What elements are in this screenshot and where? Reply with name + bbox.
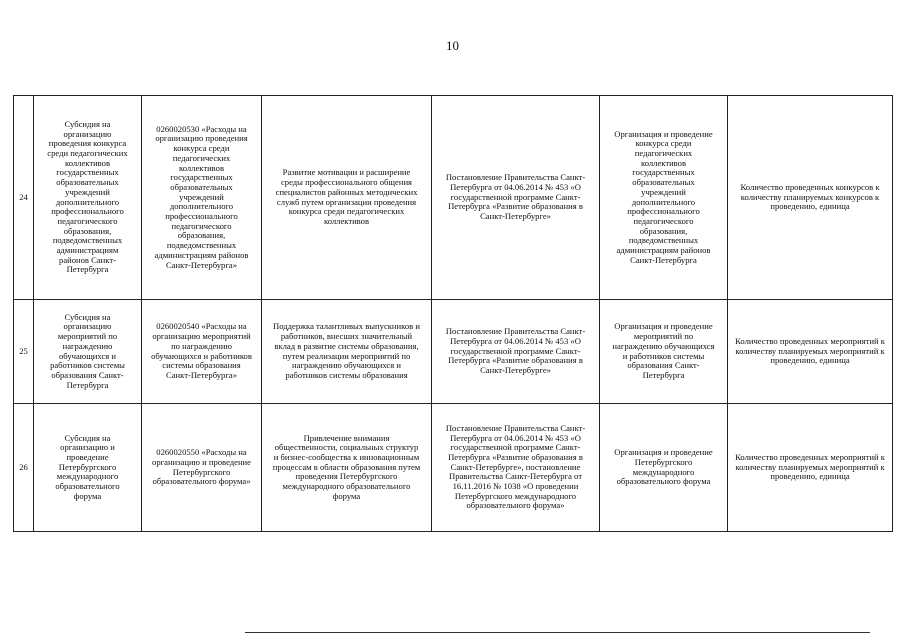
- legal-basis-cell: Постановление Правительства Санкт-Петербурга от 04.06.2014 № 453 «О государственной программе Санкт-Петербурга «Развитие образования в Санкт-Петербурге»: [432, 300, 600, 404]
- row-number: 25: [14, 300, 34, 404]
- row-number: 26: [14, 404, 34, 532]
- result-cell: Организация и проведение конкурса среди педагогических коллективов государственных образовательных учреждений дополнительного профессионального педагогического образования, подведомственных администрациям районов Санкт-Петербурга: [600, 96, 728, 300]
- legal-basis-cell: Постановление Правительства Санкт-Петербурга от 04.06.2014 № 453 «О государственной программе Санкт-Петербурга «Развитие образования в Санкт-Петербурге», постановление Правительства Санкт-Петербурга от 16.11.2016 № 1038 «О проведении Петербургского международного образовательного форума»: [432, 404, 600, 532]
- page-bottom-rule: [245, 632, 870, 633]
- indicator-cell: Количество проведенных мероприятий к количеству планируемых мероприятий к проведению, единица: [728, 300, 893, 404]
- table-row: [14, 404, 893, 532]
- expense-code-cell: 0260020540 «Расходы на организацию мероприятий по награждению обучающихся и работников системы образования Санкт-Петербурга»: [142, 300, 262, 404]
- legal-basis-cell: Постановление Правительства Санкт-Петербурга от 04.06.2014 № 453 «О государственной программе Санкт-Петербурга «Развитие образования в Санкт-Петербурге»: [432, 96, 600, 300]
- goal-cell: Поддержка талантливых выпускников и работников, внесших значительный вклад в развитие системы образования, путем реализации мероприятий по награждению обучающихся и работников системы образования: [262, 300, 432, 404]
- subsidy-table: [13, 95, 893, 532]
- subsidy-name-cell: Субсидия на организацию мероприятий по награждению обучающихся и работников системы образования Санкт-Петербурга: [34, 300, 142, 404]
- goal-cell: Привлечение внимания общественности, социальных структур и бизнес-сообщества к инновационным процессам в области образования путем проведения Петербургского международного образовательного форума: [262, 404, 432, 532]
- indicator-cell: Количество проведенных конкурсов к количеству планируемых конкурсов к проведению, единица: [728, 96, 893, 300]
- result-cell: Организация и проведение Петербургского международного образовательного форума: [600, 404, 728, 532]
- row-number: 24: [14, 96, 34, 300]
- table-row: [14, 96, 893, 300]
- goal-cell: Развитие мотивации и расширение среды профессионального общения специалистов районных методических служб путем организации проведения конкурса среди педагогических коллективов: [262, 96, 432, 300]
- page-number: 10: [446, 38, 459, 53]
- subsidy-name-cell: Субсидия на организацию и проведение Петербургского международного образовательного форума: [34, 404, 142, 532]
- table-row: [14, 300, 893, 404]
- indicator-cell: Количество проведенных мероприятий к количеству планируемых мероприятий к проведению, единица: [728, 404, 893, 532]
- expense-code-cell: 0260020530 «Расходы на организацию проведения конкурса среди педагогических коллективов государственных образовательных учреждений дополнительного профессионального педагогического образования, подведомственных администрациям районов Санкт-Петербурга»: [142, 96, 262, 300]
- subsidy-name-cell: Субсидия на организацию проведения конкурса среди педагогических коллективов государственных образовательных учреждений дополнительного профессионального педагогического образования, подведомственных администрациям районов Санкт-Петербурга: [34, 96, 142, 300]
- result-cell: Организация и проведение мероприятий по награждению обучающихся и работников системы образования Санкт-Петербурга: [600, 300, 728, 404]
- expense-code-cell: 0260020550 «Расходы на организацию и проведение Петербургского образовательного форума»: [142, 404, 262, 532]
